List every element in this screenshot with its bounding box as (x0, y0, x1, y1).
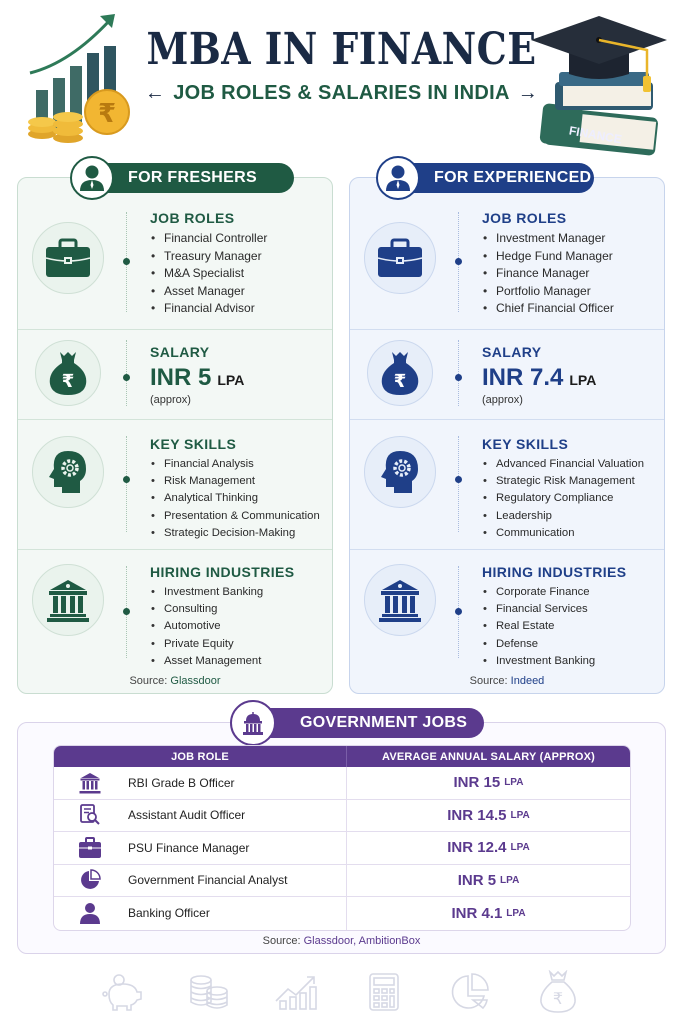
arrow-right-icon: → (517, 82, 539, 104)
section-title: HIRING INDUSTRIES (482, 564, 627, 580)
footer-decorative-icons (100, 968, 580, 1016)
job-role-cell: PSU Finance Manager (128, 840, 250, 855)
money-bag-icon (35, 340, 101, 406)
list-item: • Hedge Fund Manager (482, 248, 658, 266)
salary-cell: INR 5 (457, 871, 497, 889)
piggy-bank-icon (100, 970, 144, 1014)
briefcase-icon (364, 222, 436, 294)
salary-note: (approx) (482, 394, 523, 406)
table-header-row (54, 746, 630, 767)
government-jobs-panel (17, 714, 666, 954)
header (0, 0, 683, 160)
list-item: • Finance Manager (482, 265, 658, 283)
list-item: • Financial Services (482, 601, 658, 618)
freshers-panel (17, 169, 333, 694)
job-role-cell: Government Financial Analyst (128, 873, 288, 888)
job-roles-list (150, 230, 326, 318)
section-title: SALARY (150, 344, 210, 360)
table-row (54, 767, 630, 800)
list-item: • Consulting (150, 601, 326, 618)
divider-dot (455, 258, 462, 265)
head-gear-icon (32, 436, 104, 508)
source-label: Source: (129, 675, 168, 687)
job-roles-list (482, 230, 658, 318)
divider-dot (123, 258, 130, 265)
svg-text:FINANCE: FINANCE (567, 123, 623, 147)
growth-chart-icon (274, 970, 318, 1014)
list-item: • Private Equity (150, 636, 326, 653)
divider-line (126, 340, 127, 406)
experienced-salary-section (350, 330, 664, 420)
salary-cell: INR 15 (453, 774, 501, 792)
freshers-label: FOR FRESHERS (128, 169, 257, 186)
divider-dot (123, 374, 130, 381)
salary-value: INR 5 (150, 364, 212, 391)
list-item: • Strategic Decision-Making (150, 525, 326, 542)
table-row (54, 897, 630, 930)
salary-unit: LPA (569, 372, 597, 388)
job-role-cell: RBI Grade B Officer (128, 775, 235, 790)
person-icon (72, 902, 108, 924)
salary-unit: LPA (510, 809, 530, 821)
list-item: • Advanced Financial Valuation (482, 456, 658, 473)
section-title: JOB ROLES (482, 210, 567, 226)
bank-building-icon (364, 564, 436, 636)
government-header-pill (256, 708, 484, 738)
column-header-job-role: JOB ROLE (54, 746, 347, 767)
list-item: • Automotive (150, 618, 326, 635)
table-row (54, 832, 630, 865)
hiring-industries-list (150, 584, 326, 670)
experienced-label: FOR EXPERIENCED (434, 169, 592, 186)
section-title: HIRING INDUSTRIES (150, 564, 295, 580)
list-item: • Asset Manager (150, 283, 326, 301)
briefcase-icon (72, 837, 108, 859)
job-role-cell: Assistant Audit Officer (128, 808, 246, 823)
experienced-key-skills-section (350, 420, 664, 550)
list-item: • M&A Specialist (150, 265, 326, 283)
list-item: • Portfolio Manager (482, 283, 658, 301)
divider-line (458, 340, 459, 406)
list-item: • Strategic Risk Management (482, 473, 658, 490)
capitol-building-icon (230, 700, 276, 746)
svg-text:₹: ₹ (552, 989, 564, 1008)
divider-dot (455, 476, 462, 483)
experienced-header-pill (382, 163, 594, 193)
audit-document-icon (72, 804, 108, 826)
list-item: • Financial Controller (150, 230, 326, 248)
table-row (54, 800, 630, 833)
experienced-hiring-industries-section (350, 550, 664, 695)
list-item: • Risk Management (150, 473, 326, 490)
key-skills-list (482, 456, 658, 542)
source-note (18, 675, 332, 687)
list-item: • Analytical Thinking (150, 490, 326, 507)
table-row (54, 865, 630, 898)
source-link: Indeed (510, 675, 545, 687)
hiring-industries-list (482, 584, 658, 670)
freshers-key-skills-section (18, 420, 332, 550)
salary-cell: INR 4.1 (451, 904, 503, 922)
section-title: KEY SKILLS (482, 436, 569, 452)
list-item: • Presentation & Communication (150, 508, 326, 525)
divider-dot (123, 476, 130, 483)
salary-unit: LPA (500, 874, 520, 886)
source-label: Source: (262, 935, 301, 947)
section-title: KEY SKILLS (150, 436, 237, 452)
list-item: • Investment Banking (482, 653, 658, 670)
money-bag-icon (536, 970, 580, 1014)
source-link: Glassdoor, AmbitionBox (303, 935, 421, 947)
head-gear-icon (364, 436, 436, 508)
freshers-header-pill (76, 163, 294, 193)
arrow-left-icon: ← (144, 82, 166, 104)
divider-dot (455, 374, 462, 381)
salary-cell: INR 12.4 (447, 839, 507, 857)
svg-text:₹: ₹ (97, 99, 117, 129)
bank-building-icon (32, 564, 104, 636)
salary-unit: LPA (506, 907, 526, 919)
salary-unit: LPA (504, 777, 524, 789)
divider-line (126, 436, 127, 532)
list-item: • Defense (482, 636, 658, 653)
freshers-salary-section (18, 330, 332, 420)
freshers-hiring-industries-section (18, 550, 332, 695)
key-skills-list (150, 456, 326, 542)
coin-stack-icon (187, 970, 231, 1014)
page-title: MBA IN FINANCE (146, 24, 537, 75)
briefcase-icon (32, 222, 104, 294)
subtitle-text: JOB ROLES & SALARIES IN INDIA (173, 82, 510, 104)
list-item: • Asset Management (150, 653, 326, 670)
salary-unit: LPA (217, 372, 245, 388)
salary-value: INR 7.4 (482, 364, 564, 391)
source-note (350, 675, 664, 687)
source-label: Source: (469, 675, 508, 687)
list-item: • Financial Analysis (150, 456, 326, 473)
list-item: • Real Estate (482, 618, 658, 635)
column-header-salary: AVERAGE ANNUAL SALARY (APPROX) (382, 750, 595, 763)
source-link: Glassdoor (170, 675, 221, 687)
pie-chart-icon (72, 869, 108, 891)
list-item: • Communication (482, 525, 658, 542)
salary-note: (approx) (150, 394, 191, 406)
calculator-icon (362, 970, 406, 1014)
salary-unit: LPA (510, 842, 530, 854)
section-title: JOB ROLES (150, 210, 235, 226)
list-item: • Leadership (482, 508, 658, 525)
svg-text:₹: ₹ (61, 371, 75, 392)
graduation-books-illustration (529, 12, 669, 157)
pie-chart-icon (449, 970, 493, 1014)
list-item: • Investment Manager (482, 230, 658, 248)
government-jobs-table (53, 745, 631, 931)
experienced-job-roles-section (350, 194, 664, 330)
divider-dot (455, 608, 462, 615)
divider-line (458, 436, 459, 532)
divider-dot (123, 608, 130, 615)
list-item: • Investment Banking (150, 584, 326, 601)
svg-text:₹: ₹ (393, 371, 407, 392)
list-item: • Chief Financial Officer (482, 300, 658, 318)
freshers-job-roles-section (18, 194, 332, 330)
money-bag-icon (367, 340, 433, 406)
list-item: • Corporate Finance (482, 584, 658, 601)
list-item: • Financial Advisor (150, 300, 326, 318)
experienced-panel (349, 169, 665, 694)
salary-cell: INR 14.5 (447, 806, 507, 824)
list-item: • Treasury Manager (150, 248, 326, 266)
job-role-cell: Banking Officer (128, 906, 210, 921)
bank-icon (72, 772, 108, 794)
list-item: • Regulatory Compliance (482, 490, 658, 507)
source-note (18, 935, 665, 947)
section-title: SALARY (482, 344, 542, 360)
government-label: GOVERNMENT JOBS (300, 714, 468, 731)
